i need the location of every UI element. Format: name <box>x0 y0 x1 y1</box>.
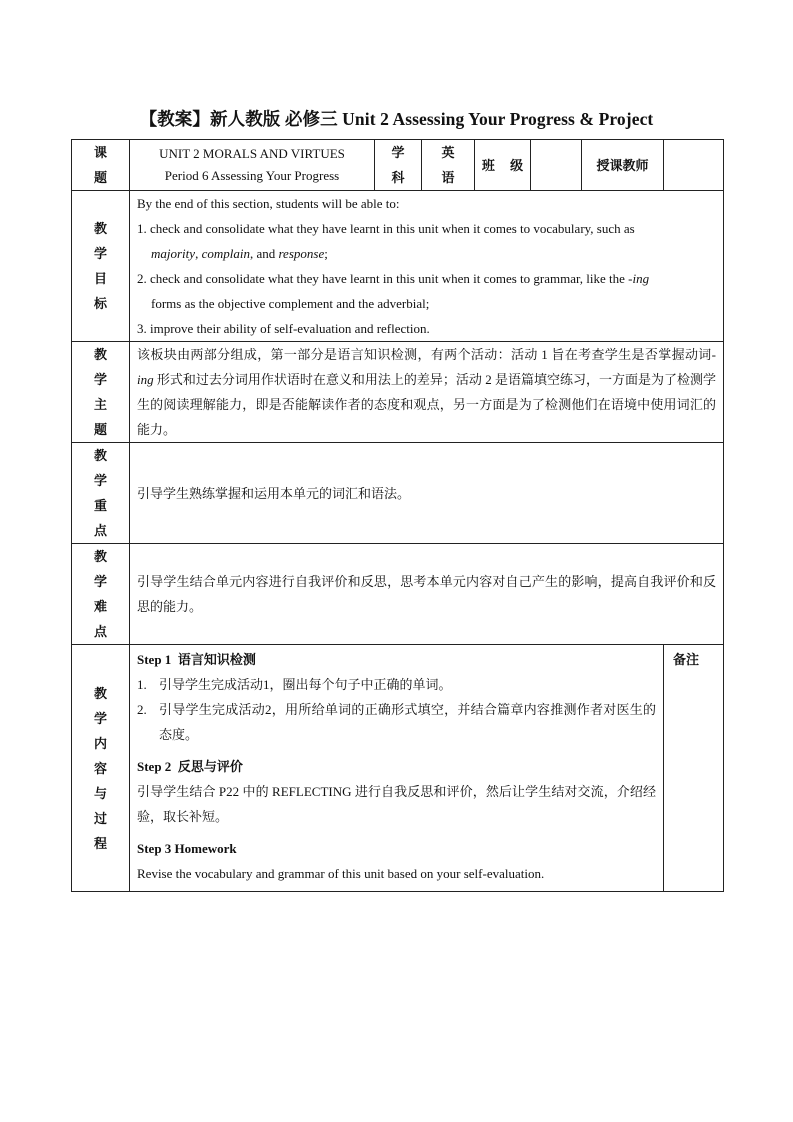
step-1-heading: Step 1 语言知识检测 <box>137 652 256 667</box>
focus-label: 教 学 重 点 <box>72 443 130 544</box>
subject-label: 学 科 <box>375 140 422 191</box>
focus-row <box>72 443 724 544</box>
teacher-value <box>664 140 724 191</box>
course-title-cell <box>130 140 375 191</box>
objectives-content <box>130 191 724 342</box>
objective-item-1: 1. check and consolidate what they have learnt in this unit when it comes to vocabulary, such as <box>137 221 635 236</box>
difficulty-content: 引导学生结合单元内容进行自我评价和反思，思考本单元内容对自己产生的影响，提高自我评价和反思的能力。 <box>130 544 724 645</box>
process-content <box>130 645 664 892</box>
objective-item-3: 3. improve their ability of self-evaluation and reflection. <box>137 321 430 336</box>
objectives-label: 教 学 目 标 <box>72 191 130 342</box>
step-1-item-1: 1. 引导学生完成活动1，圈出每个句子中正确的单词。 <box>137 677 452 692</box>
objective-item-2: 2. check and consolidate what they have learnt in this unit when it comes to grammar, like the -ing <box>137 271 650 286</box>
objectives-row <box>72 191 724 342</box>
notes-label: 备注 <box>673 652 700 667</box>
difficulty-label: 教 学 难 点 <box>72 544 130 645</box>
step-2-text: 引导学生结合 P22 中的 REFLECTING 进行自我反思和评价，然后让学生结对交流，介绍经验，取长补短。 <box>137 784 656 824</box>
teacher-label: 授课教师 <box>582 140 664 191</box>
lesson-plan-table <box>71 139 724 892</box>
page-title: 【教案】新人教版 必修三 Unit 2 Assessing Your Progress & Project <box>139 109 654 129</box>
difficulty-row <box>72 544 724 645</box>
step-1-item-2: 2. 引导学生完成活动2，用所给单词的正确形式填空，并结合篇章内容推测作者对医生的态度。 <box>137 702 656 742</box>
objectives-intro: By the end of this section, students will be able to: <box>137 196 400 211</box>
notes-cell <box>664 645 724 892</box>
objective-item-1-examples: majority, complain, and response; <box>151 246 328 261</box>
process-row <box>72 645 724 892</box>
theme-label: 教 学 主 题 <box>72 342 130 443</box>
step-3-text: Revise the vocabulary and grammar of this unit based on your self-evaluation. <box>137 866 545 881</box>
theme-content: 该板块由两部分组成，第一部分是语言知识检测，有两个活动：活动 1 旨在考查学生是否掌握动词-ing 形式和过去分词用作状语时在意义和用法上的差异；活动 2 是语篇填空练习，一方面是为了检测学生的阅读理解能力，即是否能解读作者的态度和观点，另一方面是为了检测他们在语境中使用词汇的能力。 <box>130 342 724 443</box>
process-label: 教 学 内 容 与 过 程 <box>72 645 130 892</box>
course-label: 课 题 <box>72 140 130 191</box>
step-2-heading: Step 2 反思与评价 <box>137 759 243 774</box>
class-value <box>531 140 582 191</box>
objective-item-2-cont: forms as the objective complement and the adverbial; <box>151 296 430 311</box>
step-3-heading: Step 3 Homework <box>137 841 237 856</box>
header-row <box>72 140 724 191</box>
class-label: 班 级 <box>475 140 531 191</box>
theme-row <box>72 342 724 443</box>
focus-content: 引导学生熟练掌握和运用本单元的词汇和语法。 <box>130 443 724 544</box>
course-unit: UNIT 2 MORALS AND VIRTUES <box>159 146 345 161</box>
course-period: Period 6 Assessing Your Progress <box>164 168 340 183</box>
subject-value: 英 语 <box>422 140 475 191</box>
